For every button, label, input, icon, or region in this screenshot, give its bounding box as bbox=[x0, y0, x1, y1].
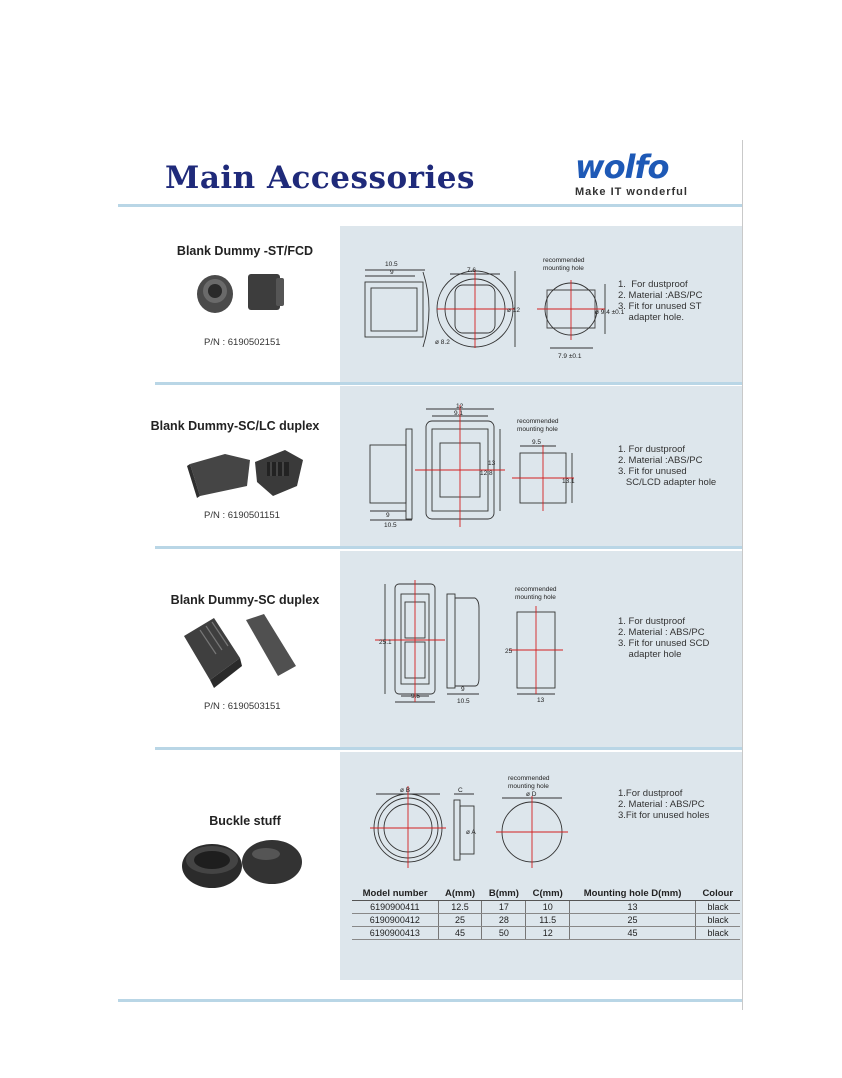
footer-divider bbox=[118, 999, 742, 1002]
rec-hole-label: recommended bbox=[517, 418, 559, 425]
rec-hole-label: recommended bbox=[508, 775, 550, 782]
dim-label: 12.8 bbox=[480, 470, 493, 477]
spec-table bbox=[352, 887, 740, 940]
page-title: Main Accessories bbox=[165, 160, 475, 196]
table-cell: black bbox=[695, 927, 740, 940]
column-header: Model number bbox=[352, 887, 438, 901]
column-header: C(mm) bbox=[526, 887, 570, 901]
dim-label: 13 bbox=[537, 697, 545, 704]
dim-label: ø 9.4 ±0.1 bbox=[595, 309, 625, 316]
dim-label: ø B bbox=[400, 787, 411, 794]
table-cell: 28 bbox=[482, 914, 526, 927]
page-right-border bbox=[742, 140, 743, 1010]
table-row bbox=[352, 927, 740, 940]
column-header: Colour bbox=[695, 887, 740, 901]
section-divider bbox=[155, 546, 742, 549]
table-cell: 25 bbox=[570, 914, 696, 927]
logo-wordmark: wolfo bbox=[575, 148, 669, 186]
column-header: Mounting hole D(mm) bbox=[570, 887, 696, 901]
product-photo-sc bbox=[180, 612, 300, 692]
dim-label: 10.5 bbox=[457, 698, 470, 705]
dim-label: 9.5 bbox=[532, 439, 542, 446]
product-photo-buckle bbox=[180, 836, 310, 892]
product-notes: 1. For dustproof 2. Material :ABS/PC 3. Fit for unused ST adapter hole. bbox=[618, 279, 703, 323]
logo-tagline: Make IT wonderful bbox=[575, 186, 688, 198]
product-notes: 1.For dustproof 2. Material : ABS/PC 3.Fit for unused holes bbox=[618, 788, 710, 821]
table-cell: black bbox=[695, 901, 740, 914]
column-header: A(mm) bbox=[438, 887, 482, 901]
table-cell: 25 bbox=[438, 914, 482, 927]
header-divider bbox=[118, 204, 742, 207]
table-cell: 12 bbox=[526, 927, 570, 940]
table-cell: 10 bbox=[526, 901, 570, 914]
rec-hole-label: recommended bbox=[515, 586, 557, 593]
table-cell: 6190900413 bbox=[352, 927, 438, 940]
section-divider bbox=[155, 747, 742, 750]
rec-hole-label: mounting hole bbox=[543, 265, 584, 272]
dim-label: C bbox=[458, 787, 463, 794]
product-name: Blank Dummy -ST/FCD bbox=[176, 244, 314, 258]
technical-drawing-sclc bbox=[360, 403, 590, 531]
product-name: Buckle stuff bbox=[209, 814, 281, 828]
rec-hole-label: mounting hole bbox=[517, 426, 558, 433]
dim-label: 10.5 bbox=[384, 522, 397, 529]
rec-hole-label: recommended bbox=[543, 257, 585, 264]
dim-label: 9 bbox=[390, 269, 394, 276]
dim-label: 13.1 bbox=[562, 478, 575, 485]
product-name: Blank Dummy-SC duplex bbox=[170, 593, 320, 607]
part-number: P/N : 6190503151 bbox=[204, 701, 281, 712]
dim-label: 13 bbox=[488, 460, 496, 467]
table-cell: 11.5 bbox=[526, 914, 570, 927]
dim-label: ø 8.2 bbox=[435, 339, 450, 346]
section-divider bbox=[155, 382, 742, 385]
table-cell: 13 bbox=[570, 901, 696, 914]
dim-label: ø 12 bbox=[507, 307, 521, 314]
dim-label: 7.9 ±0.1 bbox=[558, 353, 582, 360]
table-cell: 45 bbox=[570, 927, 696, 940]
product-name: Blank Dummy-SC/LC duplex bbox=[150, 419, 320, 433]
dim-label: 9.1 bbox=[454, 410, 464, 417]
product-photo-sclc bbox=[185, 442, 305, 502]
dim-label: 12 bbox=[456, 403, 464, 410]
column-header: B(mm) bbox=[482, 887, 526, 901]
dim-label: 9.5 bbox=[411, 693, 421, 700]
product-notes: 1. For dustproof 2. Material : ABS/PC 3. Fit for unused SCD adapter hole bbox=[618, 616, 710, 660]
product-photo-st bbox=[190, 264, 300, 314]
part-number: P/N : 6190501151 bbox=[204, 510, 280, 521]
dim-label: 9 bbox=[461, 686, 465, 693]
technical-drawing-buckle bbox=[370, 772, 580, 872]
rec-hole-label: mounting hole bbox=[508, 783, 549, 790]
dim-label: 25.1 bbox=[379, 639, 392, 646]
table-cell: 50 bbox=[482, 927, 526, 940]
technical-drawing-st bbox=[355, 252, 625, 362]
dim-label: 9 bbox=[386, 512, 390, 519]
dim-label: ø A bbox=[466, 829, 476, 836]
dim-label: 10.5 bbox=[385, 261, 398, 268]
table-cell: 45 bbox=[438, 927, 482, 940]
technical-drawing-sc bbox=[375, 578, 575, 708]
table-cell: 6190900411 bbox=[352, 901, 438, 914]
table-header-row bbox=[352, 887, 740, 901]
table-row bbox=[352, 914, 740, 927]
dim-label: 25 bbox=[505, 648, 513, 655]
dim-label: 7.6 bbox=[467, 267, 477, 274]
table-cell: 6190900412 bbox=[352, 914, 438, 927]
table-row bbox=[352, 901, 740, 914]
brand-logo bbox=[575, 150, 705, 198]
table-cell: 17 bbox=[482, 901, 526, 914]
part-number: P/N : 6190502151 bbox=[204, 337, 281, 348]
rec-hole-label: mounting hole bbox=[515, 594, 556, 601]
table-cell: 12.5 bbox=[438, 901, 482, 914]
product-notes: 1. For dustproof 2. Material :ABS/PC 3. Fit for unused SC/LCD adapter hole bbox=[618, 444, 717, 488]
dim-label: ø D bbox=[526, 791, 537, 798]
table-cell: black bbox=[695, 914, 740, 927]
